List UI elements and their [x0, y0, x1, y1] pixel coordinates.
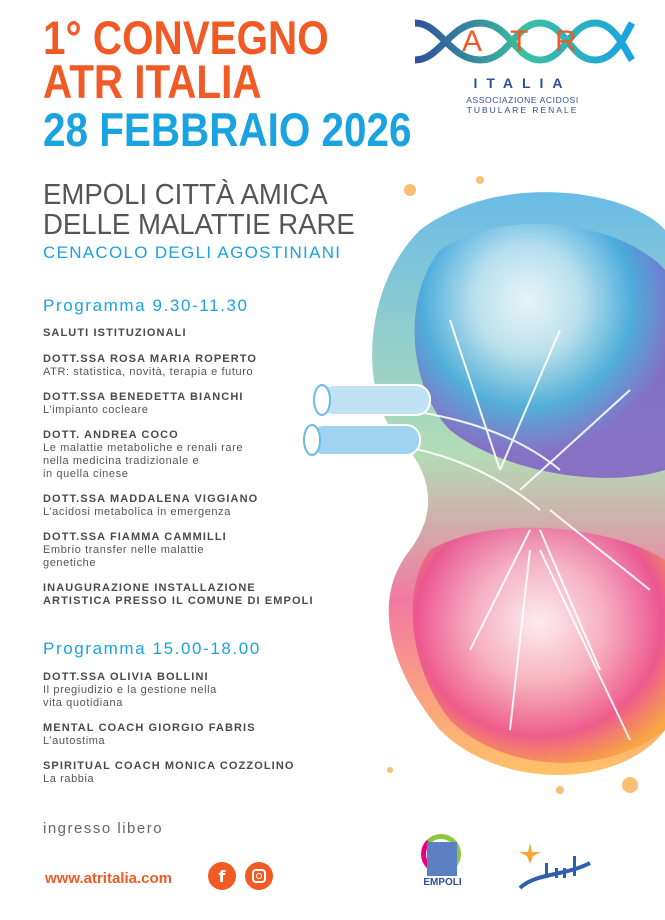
topic: L’autostima: [43, 735, 106, 747]
morning-program-title: Programma 9.30-11.30: [43, 296, 249, 315]
speaker: DOTT.SSA ROSA MARIA ROPERTO: [43, 353, 258, 365]
instagram-icon[interactable]: [245, 862, 273, 890]
speaker: DOTT.SSA MADDALENA VIGGIANO: [43, 493, 259, 505]
program-item: [43, 429, 343, 481]
program-item: [43, 493, 343, 519]
speaker: DOTT.SSA OLIVIA BOLLINI: [43, 671, 209, 683]
program-item: [43, 760, 343, 786]
speaker: MENTAL COACH GIORGIO FABRIS: [43, 722, 256, 734]
kidney-watercolor-illustration: [300, 170, 665, 810]
program-item: [43, 531, 343, 570]
speaker: SPIRITUAL COACH MONICA COZZOLINO: [43, 760, 295, 772]
topic: Il pregiudizio e la gestione nella vita quotidiana: [43, 684, 217, 709]
speaker: INAUGURAZIONE INSTALLAZIONE ARTISTICA PRESSO IL COMUNE DI EMPOLI: [43, 582, 314, 607]
logo-italia: ITALIA: [473, 75, 572, 91]
afternoon-program-title: Programma 15.00-18.00: [43, 639, 261, 658]
topic: Embrio transfer nelle malattie genetiche: [43, 544, 205, 569]
venue: CENACOLO DEGLI AGOSTINIANI: [43, 243, 342, 262]
logo-tagline-1: ASSOCIAZIONE ACIDOSI: [466, 95, 579, 105]
free-entry: ingresso libero: [43, 820, 164, 837]
title-line-2: ATR ITALIA: [43, 55, 262, 108]
speaker: DOTT.SSA FIAMMA CAMMILLI: [43, 531, 227, 543]
logo-letter-t: T: [510, 25, 529, 58]
empoli-city-logo: [415, 828, 470, 893]
logo-letter-r: R: [555, 25, 577, 58]
speaker: DOTT.SSA BENEDETTA BIANCHI: [43, 391, 244, 403]
program-item: [43, 722, 343, 748]
program-item: [43, 391, 343, 417]
logo-letter-a: A: [462, 25, 483, 58]
topic: L’acidosi metabolica in emergenza: [43, 506, 231, 518]
website-link[interactable]: www.atritalia.com: [45, 870, 172, 887]
logo-tagline-2: TUBULARE RENALE: [466, 105, 579, 115]
empoli-logo-text: EMPOLI: [423, 877, 462, 888]
facebook-icon[interactable]: f: [208, 862, 236, 890]
program-item: [43, 327, 343, 340]
program-item: [43, 582, 343, 608]
topic: La rabbia: [43, 773, 95, 785]
title-line-1: 1° CONVEGNO: [43, 11, 329, 64]
subtitle-line-2: DELLE MALATTIE RARE: [43, 209, 355, 241]
topic: L’impianto cocleare: [43, 404, 149, 416]
atr-italia-logo: [410, 15, 635, 115]
speaker: SALUTI ISTITUZIONALI: [43, 327, 187, 339]
program-item: [43, 671, 343, 710]
family-star-logo: [515, 838, 595, 893]
topic: ATR: statistica, novità, terapia e futuro: [43, 366, 254, 378]
topic: Le malattie metaboliche e renali rare nella medicina tradizionale e in quella cinese: [43, 442, 244, 480]
program-item: [43, 353, 343, 379]
speaker: DOTT. ANDREA COCO: [43, 429, 179, 441]
event-date: 28 FEBBRAIO 2026: [43, 103, 412, 156]
subtitle-line-1: EMPOLI CITTÀ AMICA: [43, 179, 328, 211]
